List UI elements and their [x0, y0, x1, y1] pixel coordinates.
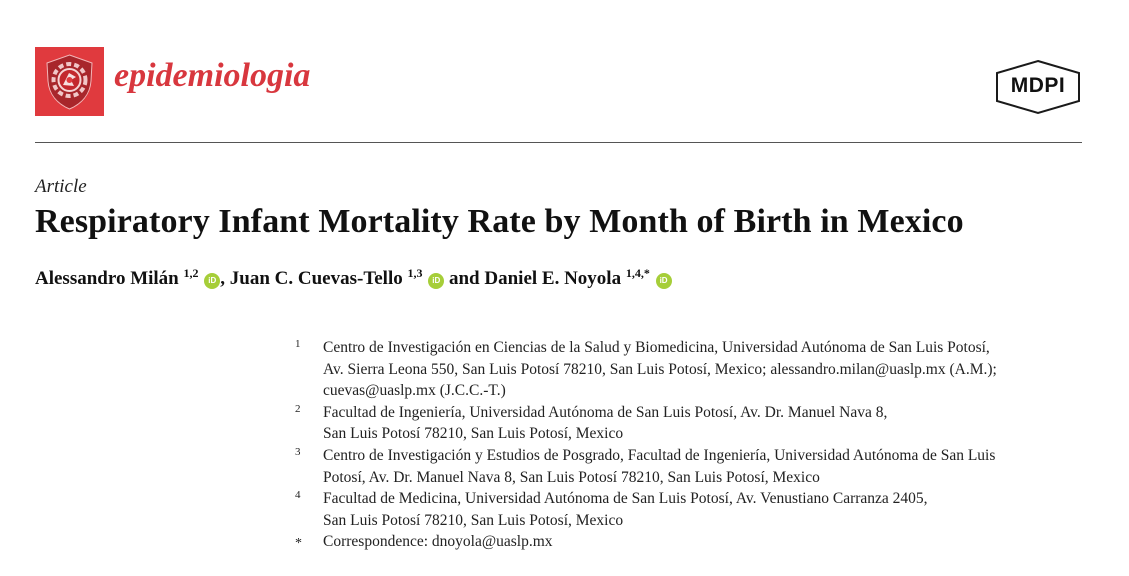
publisher-name: MDPI	[1010, 74, 1066, 97]
affiliation-item	[293, 337, 1093, 402]
affiliation-text: Centro de Investigación y Estudios de Posgrado, Facultad de Ingeniería, Universidad Autónoma de San Luis	[323, 446, 996, 464]
article-type: Article	[35, 176, 87, 197]
affiliation-item	[293, 488, 1093, 531]
affiliation-text: Potosí, Av. Dr. Manuel Nava 8, San Luis Potosí 78210, San Luis Potosí, Mexico	[323, 468, 820, 486]
journal-name: epidemiologia	[114, 57, 311, 94]
correspondence-marker: *	[295, 536, 302, 552]
affiliation-marker: 2	[295, 402, 301, 415]
affiliation-item	[293, 445, 1093, 488]
author-separator: ,	[220, 268, 230, 289]
author-name[interactable]: Daniel E. Noyola	[484, 268, 622, 289]
shield-gear-icon	[35, 47, 104, 116]
author-separator: and	[444, 268, 485, 289]
author-name[interactable]: Juan C. Cuevas-Tello	[229, 268, 403, 289]
affiliation-marker: 1	[295, 338, 301, 350]
author-name[interactable]: Alessandro Milán	[35, 268, 179, 289]
author-affiliation-markers[interactable]: 1,3	[407, 266, 423, 280]
author-affiliation-markers[interactable]: 1,4,*	[625, 266, 650, 280]
affiliation-text: Centro de Investigación en Ciencias de la Salud y Biomedicina, Universidad Autónoma de San Luis Potosí,	[323, 339, 990, 356]
publisher-logo[interactable]	[994, 59, 1082, 115]
orcid-icon[interactable]: iD	[428, 273, 444, 289]
affiliation-text[interactable]: Av. Sierra Leona 550, San Luis Potosí 78210, San Luis Potosí, Mexico; alessandro.milan@uaslp.mx (A.M.);	[323, 360, 997, 378]
affiliation-text[interactable]: cuevas@uaslp.mx (J.C.C.-T.)	[323, 382, 506, 400]
journal-header	[35, 47, 1082, 117]
journal-logo[interactable]	[35, 47, 104, 116]
correspondence-item	[293, 531, 1093, 553]
orcid-icon[interactable]: iD	[656, 273, 672, 289]
author-affiliation-markers[interactable]: 1,2	[183, 266, 199, 280]
affiliation-list	[293, 337, 1093, 553]
author-list	[35, 268, 672, 290]
correspondence-text[interactable]: Correspondence: dnoyola@uaslp.mx	[323, 533, 553, 551]
article-title: Respiratory Infant Mortality Rate by Month of Birth in Mexico	[35, 203, 964, 240]
affiliation-text: San Luis Potosí 78210, San Luis Potosí, Mexico	[323, 511, 624, 529]
affiliation-item	[293, 402, 1093, 445]
affiliation-text: Facultad de Ingeniería, Universidad Autónoma de San Luis Potosí, Av. Dr. Manuel Nava 8,	[323, 403, 888, 421]
affiliation-marker: 3	[295, 445, 301, 458]
affiliation-text: San Luis Potosí 78210, San Luis Potosí, Mexico	[323, 425, 624, 443]
orcid-icon[interactable]: iD	[204, 273, 220, 289]
affiliation-marker: 4	[295, 489, 301, 502]
affiliation-text: Facultad de Medicina, Universidad Autónoma de San Luis Potosí, Av. Venustiano Carranza 2405,	[323, 490, 928, 508]
header-divider	[35, 142, 1082, 143]
